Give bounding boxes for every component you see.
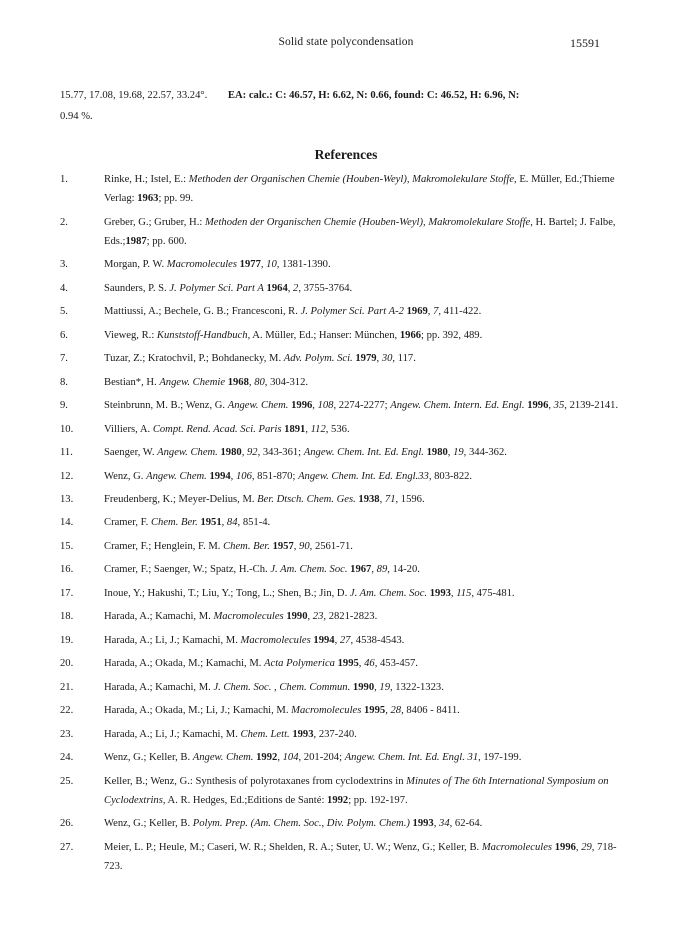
- reference-item: [60, 443, 620, 462]
- reference-item: [60, 467, 620, 486]
- reference-number: 9.: [60, 400, 68, 412]
- reference-text: Saenger, W. Angew. Chem. 1980, 92, 343-361; Angew. Chem. Int. Ed. Engl. 1980, 19, 344-362.: [104, 447, 507, 459]
- reference-item: [60, 213, 620, 251]
- reference-item: [60, 631, 620, 650]
- reference-item: [60, 373, 620, 392]
- reference-number: 17.: [60, 587, 74, 599]
- reference-text: Harada, A.; Kamachi, M. Macromolecules 1990, 23, 2821-2823.: [104, 611, 378, 623]
- reference-text: Vieweg, R.: Kunststoff-Handbuch, A. Müller, Ed.; Hanser: München, 1966; pp. 392, 489.: [104, 329, 483, 341]
- reference-item: [60, 326, 620, 345]
- reference-number: 12.: [60, 470, 74, 482]
- reference-text: Saunders, P. S. J. Polymer Sci. Part A 1964, 2, 3755-3764.: [104, 282, 353, 294]
- reference-item: [60, 560, 620, 579]
- reference-text: Cramer, F. Chem. Ber. 1951, 84, 851-4.: [104, 517, 271, 529]
- references-heading: References: [314, 147, 378, 162]
- found-label: found:: [394, 90, 425, 101]
- reference-item: [60, 814, 620, 833]
- ea-found: C: 46.52, H: 6.96, N:: [426, 90, 520, 101]
- reference-item: [60, 748, 620, 767]
- reference-text: Villiers, A. Compt. Rend. Acad. Sci. Paris 1891, 112, 536.: [104, 423, 350, 435]
- reference-text: Harada, A.; Okada, M.; Kamachi, M. Acta Polymerica 1995, 46, 453-457.: [104, 658, 418, 670]
- intro-values: 15.77, 17.08, 19.68, 22.57, 33.24°.: [60, 90, 208, 101]
- reference-number: 27.: [60, 841, 74, 853]
- reference-number: 24.: [60, 752, 74, 764]
- reference-item: [60, 302, 620, 321]
- reference-item: [60, 279, 620, 298]
- ea-calc: C: 46.57, H: 6.62, N: 0.66,: [275, 90, 392, 101]
- reference-text: Bestian*, H. Angew. Chemie 1968, 80, 304-312.: [104, 376, 309, 388]
- reference-item: [60, 607, 620, 626]
- reference-number: 5.: [60, 306, 68, 318]
- ea-label: EA: calc.:: [227, 90, 273, 101]
- reference-item: [60, 396, 620, 415]
- reference-text: Freudenberg, K.; Meyer-Delius, M. Ber. Dtsch. Chem. Ges. 1938, 71, 1596.: [104, 494, 425, 505]
- reference-number: 11.: [60, 447, 73, 459]
- running-title: Solid state polycondensation: [278, 36, 414, 48]
- reference-text: Harada, A.; Li, J.; Kamachi, M. Chem. Lett. 1993, 237-240.: [104, 728, 357, 740]
- reference-item: [60, 490, 620, 509]
- reference-number: 1.: [60, 174, 68, 185]
- reference-text: Inoue, Y.; Hakushi, T.; Liu, Y.; Tong, L.; Shen, B.; Jin, D. J. Am. Chem. Soc. 1993, 115, 475-481.: [104, 587, 515, 599]
- reference-number: 16.: [60, 564, 74, 576]
- reference-number: 22.: [60, 705, 74, 717]
- references-list: [60, 170, 620, 880]
- intro-paragraph: [60, 85, 620, 127]
- reference-number: 26.: [60, 818, 74, 830]
- page-number: 15591: [570, 36, 600, 50]
- reference-item: [60, 537, 620, 556]
- reference-text: Wenz, G.; Keller, B. Polym. Prep. (Am. Chem. Soc., Div. Polym. Chem.) 1993, 34, 62-64.: [104, 818, 483, 830]
- reference-item: [60, 584, 620, 603]
- reference-text: Cramer, F.; Saenger, W.; Spatz, H.-Ch. J. Am. Chem. Soc. 1967, 89, 14-20.: [104, 564, 420, 576]
- reference-item: [60, 654, 620, 673]
- reference-number: 7.: [60, 353, 68, 365]
- reference-text: Harada, A.; Li, J.; Kamachi, M. Macromolecules 1994, 27, 4538-4543.: [104, 634, 405, 646]
- reference-number: 2.: [60, 216, 68, 228]
- reference-number: 18.: [60, 611, 74, 623]
- reference-number: 20.: [60, 658, 74, 670]
- reference-number: 21.: [60, 681, 74, 693]
- reference-number: 10.: [60, 423, 74, 435]
- reference-text: Rinke, H.; Istel, E.: Methoden der Organischen Chemie (Houben-Weyl), Makromolekulare Stoffe, E. Müller, Ed.;Thieme Verlag: 1963; pp. 99.: [104, 174, 615, 205]
- reference-item: [60, 513, 620, 532]
- reference-item: [60, 701, 620, 720]
- reference-number: 15.: [60, 540, 74, 552]
- reference-item: [60, 420, 620, 439]
- reference-number: 4.: [60, 282, 68, 294]
- reference-text: Keller, B.; Wenz, G.: Synthesis of polyrotaxanes from cyclodextrins in Minutes of The 6th International Symposium on Cyclodextrins, A. R. Hedges, Ed.;Editions de Santé: 1992; pp. 192-197.: [104, 775, 609, 806]
- reference-text: Tuzar, Z.; Kratochvil, P.; Bohdanecky, M. Adv. Polym. Sci. 1979, 30, 117.: [104, 353, 416, 365]
- reference-text: Wenz, G. Angew. Chem. 1994, 106, 851-870; Angew. Chem. Int. Ed. Engl.33, 803-822.: [104, 470, 473, 482]
- reference-text: Cramer, F.; Henglein, F. M. Chem. Ber. 1957, 90, 2561-71.: [104, 540, 353, 552]
- reference-number: 23.: [60, 728, 74, 740]
- reference-text: Mattiussi, A.; Bechele, G. B.; Francesconi, R. J. Polymer Sci. Part A-2 1969, 7, 411-422.: [104, 306, 482, 318]
- reference-item: [60, 678, 620, 697]
- reference-text: Meier, L. P.; Heule, M.; Caseri, W. R.; Shelden, R. A.; Suter, U. W.; Wenz, G.; Keller, B. Macromolecules 1996, 29, 718-723.: [104, 841, 617, 872]
- reference-number: 14.: [60, 517, 74, 529]
- reference-item: [60, 255, 620, 274]
- reference-item: [60, 772, 620, 810]
- reference-item: [60, 725, 620, 744]
- reference-number: 13.: [60, 494, 74, 505]
- reference-item: [60, 170, 620, 208]
- intro-tail: 0.94 %.: [60, 111, 93, 122]
- reference-text: Steinbrunn, M. B.; Wenz, G. Angew. Chem. 1996, 108, 2274-2277; Angew. Chem. Intern. Ed. Engl. 1996, 35, 2139-2141.: [104, 400, 619, 412]
- reference-number: 6.: [60, 329, 68, 341]
- reference-text: Harada, A.; Okada, M.; Li, J.; Kamachi, M. Macromolecules 1995, 28, 8406 - 8411.: [104, 705, 460, 717]
- reference-text: Morgan, P. W. Macromolecules 1977, 10, 1381-1390.: [104, 259, 331, 271]
- reference-item: [60, 838, 620, 876]
- reference-text: Greber, G.; Gruber, H.: Methoden der Organischen Chemie (Houben-Weyl), Makromolekulare Stoffe, H. Bartel; J. Falbe, Eds.;1987; pp. 600.: [104, 216, 616, 247]
- reference-text: Harada, A.; Kamachi, M. J. Chem. Soc. , Chem. Commun. 1990, 19, 1322-1323.: [104, 681, 444, 693]
- reference-item: [60, 349, 620, 368]
- reference-number: 25.: [60, 775, 74, 787]
- reference-number: 19.: [60, 634, 74, 646]
- reference-text: Wenz, G.; Keller, B. Angew. Chem. 1992, 104, 201-204; Angew. Chem. Int. Ed. Engl. 31, 197-199.: [104, 752, 522, 764]
- reference-number: 3.: [60, 259, 68, 271]
- reference-number: 8.: [60, 376, 68, 388]
